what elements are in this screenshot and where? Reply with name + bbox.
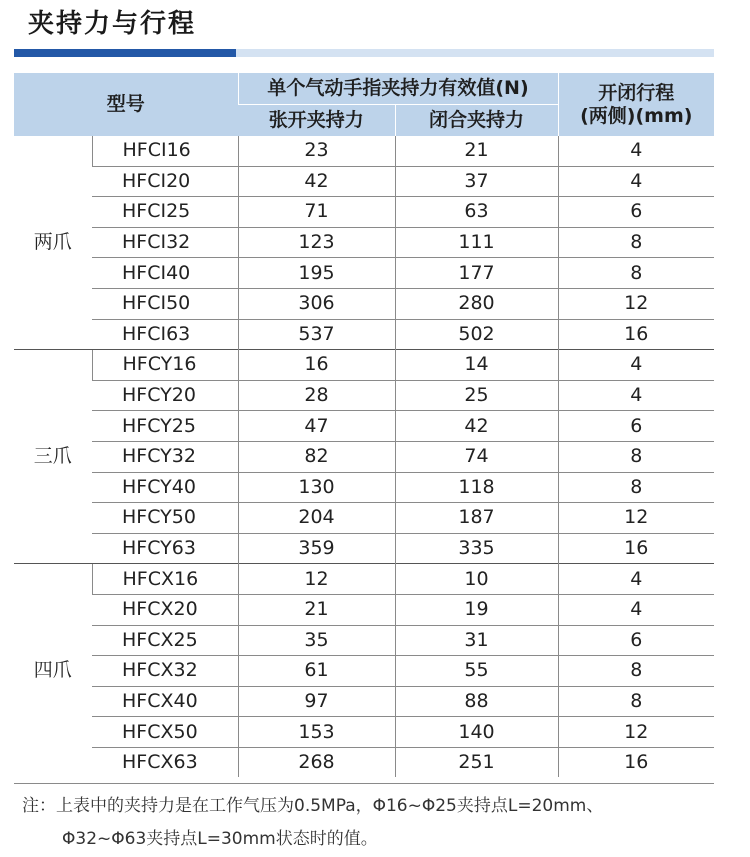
open-force-cell: 82 — [238, 441, 395, 472]
open-force-cell: 268 — [238, 747, 395, 777]
open-force-cell: 195 — [238, 258, 395, 289]
close-force-cell: 74 — [395, 441, 558, 472]
stroke-cell: 4 — [558, 166, 714, 197]
model-cell: HFCY63 — [92, 533, 238, 564]
footnote — [22, 790, 742, 856]
close-force-cell: 502 — [395, 319, 558, 350]
stroke-cell: 6 — [558, 411, 714, 442]
table-row — [14, 564, 714, 595]
close-force-cell: 55 — [395, 656, 558, 687]
model-cell: HFCI32 — [92, 227, 238, 258]
table-row — [14, 380, 714, 411]
table-header — [14, 73, 714, 136]
stroke-cell: 4 — [558, 564, 714, 595]
open-force-cell: 306 — [238, 288, 395, 319]
table-body — [14, 136, 714, 777]
table-row — [14, 350, 714, 381]
open-force-cell: 359 — [238, 533, 395, 564]
close-force-cell: 63 — [395, 197, 558, 228]
title-underline-light — [236, 49, 714, 57]
table-row — [14, 288, 714, 319]
stroke-cell: 12 — [558, 717, 714, 748]
stroke-cell: 4 — [558, 350, 714, 381]
table-row — [14, 656, 714, 687]
header-stroke — [558, 73, 714, 136]
close-force-cell: 42 — [395, 411, 558, 442]
model-cell: HFCX40 — [92, 686, 238, 717]
stroke-cell: 16 — [558, 319, 714, 350]
model-cell: HFCI16 — [92, 136, 238, 166]
stroke-cell: 8 — [558, 656, 714, 687]
stroke-cell: 6 — [558, 625, 714, 656]
close-force-cell: 31 — [395, 625, 558, 656]
model-cell: HFCX63 — [92, 747, 238, 777]
close-force-cell: 10 — [395, 564, 558, 595]
table-row — [14, 533, 714, 564]
model-cell: HFCY40 — [92, 472, 238, 503]
open-force-cell: 97 — [238, 686, 395, 717]
model-cell: HFCI20 — [92, 166, 238, 197]
stroke-cell: 4 — [558, 380, 714, 411]
close-force-cell: 177 — [395, 258, 558, 289]
stroke-cell: 6 — [558, 197, 714, 228]
table-row — [14, 441, 714, 472]
table-row — [14, 258, 714, 289]
table-row — [14, 166, 714, 197]
open-force-cell: 16 — [238, 350, 395, 381]
close-force-cell: 37 — [395, 166, 558, 197]
table-bottom-rule — [14, 783, 714, 784]
close-force-cell: 140 — [395, 717, 558, 748]
open-force-cell: 204 — [238, 503, 395, 534]
open-force-cell: 537 — [238, 319, 395, 350]
close-force-cell: 19 — [395, 594, 558, 625]
page-title: 夹持力与行程 — [28, 9, 197, 39]
stroke-cell: 16 — [558, 747, 714, 777]
open-force-cell: 21 — [238, 594, 395, 625]
table-row — [14, 717, 714, 748]
footnote-line1: 注：上表中的夹持力是在工作气压为0.5MPa，Φ16~Φ25夹持点L=20mm、 — [22, 796, 604, 816]
stroke-cell: 8 — [558, 686, 714, 717]
open-force-cell: 130 — [238, 472, 395, 503]
model-cell: HFCY32 — [92, 441, 238, 472]
header-model: 型号 — [14, 73, 238, 136]
model-cell: HFCY16 — [92, 350, 238, 381]
footnote-line2: Φ32~Φ63夹持点L=30mm状态时的值。 — [62, 829, 378, 849]
open-force-cell: 47 — [238, 411, 395, 442]
model-cell: HFCY20 — [92, 380, 238, 411]
open-force-cell: 12 — [238, 564, 395, 595]
title-underline-accent — [14, 49, 236, 57]
stroke-cell: 4 — [558, 594, 714, 625]
model-cell: HFCY50 — [92, 503, 238, 534]
model-cell: HFCX50 — [92, 717, 238, 748]
model-cell: HFCX20 — [92, 594, 238, 625]
model-cell: HFCX25 — [92, 625, 238, 656]
close-force-cell: 335 — [395, 533, 558, 564]
stroke-cell: 4 — [558, 136, 714, 166]
open-force-cell: 153 — [238, 717, 395, 748]
header-stroke-line1: 开闭行程 — [598, 81, 675, 104]
table-row — [14, 686, 714, 717]
open-force-cell: 42 — [238, 166, 395, 197]
stroke-cell: 8 — [558, 441, 714, 472]
group-label: 三爪 — [14, 350, 92, 564]
header-force-group: 单个气动手指夹持力有效值(N) — [238, 73, 558, 105]
model-cell: HFCI25 — [92, 197, 238, 228]
open-force-cell: 123 — [238, 227, 395, 258]
table-row — [14, 136, 714, 166]
close-force-cell: 251 — [395, 747, 558, 777]
stroke-cell: 12 — [558, 503, 714, 534]
model-cell: HFCI63 — [92, 319, 238, 350]
header-open-force: 张开夹持力 — [238, 105, 395, 137]
stroke-cell: 16 — [558, 533, 714, 564]
close-force-cell: 118 — [395, 472, 558, 503]
table-row — [14, 625, 714, 656]
model-cell: HFCX32 — [92, 656, 238, 687]
model-cell: HFCI50 — [92, 288, 238, 319]
close-force-cell: 25 — [395, 380, 558, 411]
open-force-cell: 23 — [238, 136, 395, 166]
header-close-force: 闭合夹持力 — [395, 105, 558, 137]
table-row — [14, 319, 714, 350]
open-force-cell: 71 — [238, 197, 395, 228]
close-force-cell: 88 — [395, 686, 558, 717]
table-row — [14, 472, 714, 503]
close-force-cell: 21 — [395, 136, 558, 166]
stroke-cell: 8 — [558, 258, 714, 289]
close-force-cell: 280 — [395, 288, 558, 319]
model-cell: HFCY25 — [92, 411, 238, 442]
open-force-cell: 28 — [238, 380, 395, 411]
stroke-cell: 8 — [558, 472, 714, 503]
table-row — [14, 594, 714, 625]
stroke-cell: 12 — [558, 288, 714, 319]
stroke-cell: 8 — [558, 227, 714, 258]
table-row — [14, 747, 714, 777]
table-row — [14, 197, 714, 228]
table-row — [14, 503, 714, 534]
model-cell: HFCX16 — [92, 564, 238, 595]
close-force-cell: 187 — [395, 503, 558, 534]
open-force-cell: 61 — [238, 656, 395, 687]
open-force-cell: 35 — [238, 625, 395, 656]
group-label: 两爪 — [33, 231, 72, 254]
group-label: 四爪 — [14, 564, 92, 778]
table-row — [14, 411, 714, 442]
header-stroke-line2: (两侧)(mm) — [580, 104, 693, 127]
close-force-cell: 14 — [395, 350, 558, 381]
close-force-cell: 111 — [395, 227, 558, 258]
model-cell: HFCI40 — [92, 258, 238, 289]
spec-table — [14, 73, 714, 777]
table-row — [14, 227, 714, 258]
